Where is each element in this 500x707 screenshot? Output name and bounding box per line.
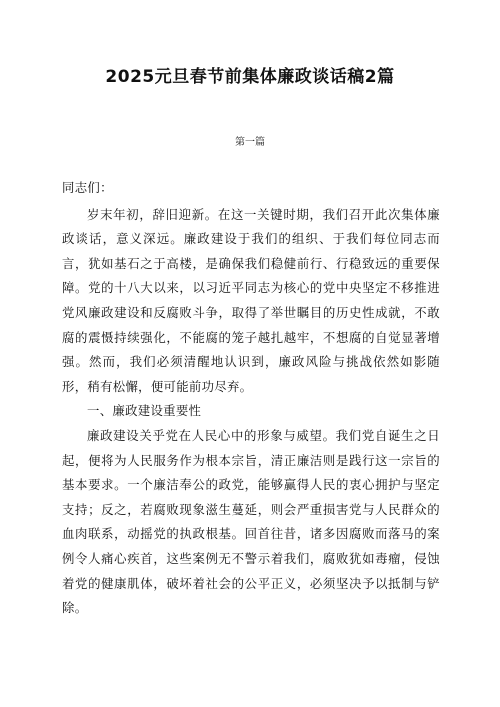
document-title: 2025元旦春节前集体廉政谈话稿2篇 xyxy=(105,67,395,87)
document-subtitle: 第一篇 xyxy=(235,137,265,148)
document-body xyxy=(62,176,440,621)
paragraph-importance: 廉政建设关乎党在人民心中的形象与威望。我们党自诞生之日起，便将为人民服务作为根本宗旨，清正廉洁则是践行这一宗旨的基本要求。一个廉洁奉公的政党，能够赢得人民的衷心拥护与坚定支持；反之，若腐败现象滋生蔓延，则会严重损害党与人民群众的血肉联系，动摇党的执政根基。回首往昔，诸多因腐败而落马的案例令人痛心疾首，这些案例无不警示着我们，腐败犹如毒瘤，侵蚀着党的健康肌体，破坏着社会的公平正义，必须坚决予以抵制与铲除。 xyxy=(62,427,440,616)
paragraph-intro: 岁末年初，辞旧迎新。在这一关键时期，我们召开此次集体廉政谈话，意义深远。廉政建设于我们的组织、于我们每位同志而言，犹如基石之于高楼，是确保我们稳健前行、行稳致远的重要保障。党的十八大以来，以习近平同志为核心的党中央坚定不移推进党风廉政建设和反腐败斗争，取得了举世瞩目的历史性成就，不敢腐的震慑持续强化，不能腐的笼子越扎越牢，不想腐的自觉显著增强。然而，我们必须清醒地认识到，廉政风险与挑战依然如影随形，稍有松懈，便可能前功尽弃。 xyxy=(62,206,440,394)
greeting: 同志们： xyxy=(62,180,113,195)
section-heading: 一、廉政建设重要性 xyxy=(87,403,202,419)
